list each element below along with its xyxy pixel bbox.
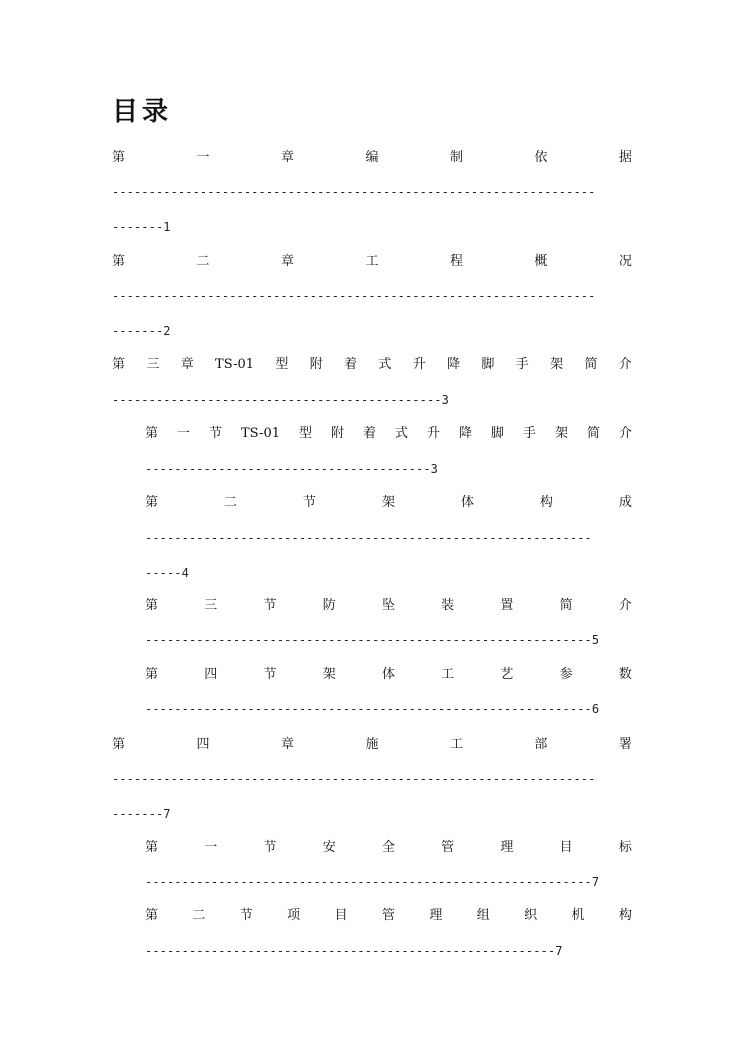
toc-word: 简 bbox=[584, 357, 598, 372]
toc-word: 据 bbox=[618, 150, 632, 165]
toc-word: 一 bbox=[196, 150, 210, 165]
toc-word: 二 bbox=[196, 254, 210, 269]
toc-word: 第 bbox=[112, 254, 126, 269]
toc-entry-section-3-1[interactable] bbox=[145, 424, 632, 444]
toc-word: 升 bbox=[426, 426, 440, 441]
toc-word: 一 bbox=[204, 840, 218, 855]
toc-word: 目 bbox=[559, 840, 573, 855]
toc-leader: ------------------------------------------------------------- bbox=[145, 875, 592, 889]
toc-word: 型 bbox=[275, 357, 289, 372]
toc-entry-section-4-2[interactable] bbox=[145, 906, 632, 926]
toc-word: 依 bbox=[534, 150, 548, 165]
toc-word: 织 bbox=[524, 908, 538, 923]
toc-leader: ------------------------------------------------------------------ bbox=[112, 289, 596, 303]
toc-leader-row bbox=[112, 390, 632, 410]
toc-word: 第 bbox=[145, 840, 159, 855]
toc-word: 项 bbox=[287, 908, 301, 923]
toc-word: 构 bbox=[539, 495, 553, 510]
toc-word: 型 bbox=[298, 426, 312, 441]
toc-word: 况 bbox=[618, 254, 632, 269]
toc-word: 节 bbox=[209, 426, 223, 441]
toc-word: 体 bbox=[460, 495, 474, 510]
toc-entry-chapter-3[interactable] bbox=[112, 355, 632, 375]
toc-entry-section-3-2[interactable] bbox=[145, 493, 632, 513]
toc-word: 章 bbox=[280, 254, 294, 269]
toc-word: 升 bbox=[412, 357, 426, 372]
toc-leader-row bbox=[145, 630, 632, 650]
toc-word: TS-01 bbox=[241, 426, 280, 441]
toc-word: 手 bbox=[522, 426, 536, 441]
toc-leader: ------------------------------------------------------------- bbox=[145, 633, 592, 647]
toc-word: 一 bbox=[177, 426, 191, 441]
toc-leader: ------------------------------------------------------------------ bbox=[112, 772, 596, 786]
toc-word: 全 bbox=[381, 840, 395, 855]
toc-page-number: 3 bbox=[441, 393, 449, 407]
toc-leader: ------------------------------------------------------------- bbox=[145, 702, 592, 716]
toc-word: 四 bbox=[196, 737, 210, 752]
toc-word: 署 bbox=[618, 737, 632, 752]
toc-leader: ------- bbox=[112, 220, 164, 234]
toc-entry-section-3-3[interactable] bbox=[145, 596, 632, 616]
toc-word: 第 bbox=[145, 426, 159, 441]
toc-word: 体 bbox=[381, 667, 395, 682]
toc-page-number: 7 bbox=[591, 875, 600, 889]
toc-word: 式 bbox=[378, 357, 392, 372]
toc-leader: ------------------------------------------------------------- bbox=[145, 531, 592, 545]
toc-page-number: 4 bbox=[181, 566, 189, 580]
toc-word: 架 bbox=[381, 495, 395, 510]
toc-word: 介 bbox=[618, 598, 632, 613]
toc-page-number: 5 bbox=[591, 633, 600, 647]
toc-entry-section-3-4[interactable] bbox=[145, 665, 632, 685]
toc-word: 第 bbox=[145, 495, 159, 510]
toc-word: 标 bbox=[618, 840, 632, 855]
toc-word: 节 bbox=[239, 908, 253, 923]
toc-word: 装 bbox=[441, 598, 455, 613]
toc-word: 三 bbox=[146, 357, 160, 372]
toc-word: 坠 bbox=[381, 598, 395, 613]
toc-leader: ------- bbox=[112, 324, 164, 338]
toc-word: 着 bbox=[344, 357, 358, 372]
toc-word: 数 bbox=[618, 667, 632, 682]
toc-word: 置 bbox=[500, 598, 514, 613]
toc-word: 架 bbox=[322, 667, 336, 682]
toc-word: 部 bbox=[534, 737, 548, 752]
toc-leader-row bbox=[112, 804, 632, 824]
toc-word: 工 bbox=[365, 254, 379, 269]
toc-word: 附 bbox=[330, 426, 344, 441]
toc-word: 架 bbox=[554, 426, 568, 441]
toc-word: 降 bbox=[458, 426, 472, 441]
toc-word: 构 bbox=[618, 908, 632, 923]
toc-word: TS-01 bbox=[215, 357, 255, 372]
toc-word: 工 bbox=[449, 737, 463, 752]
toc-leader-row bbox=[112, 321, 632, 341]
toc-word: 章 bbox=[180, 357, 194, 372]
toc-word: 管 bbox=[381, 908, 395, 923]
toc-leader-row bbox=[112, 217, 632, 237]
toc-word: 节 bbox=[263, 598, 277, 613]
toc-word: 成 bbox=[618, 495, 632, 510]
toc-word: 第 bbox=[145, 908, 159, 923]
toc-entry-chapter-4[interactable] bbox=[112, 735, 632, 755]
toc-word: 三 bbox=[204, 598, 218, 613]
toc-leader: ------------------------------------------------------------------ bbox=[112, 185, 596, 199]
toc-leader-row bbox=[145, 563, 632, 583]
toc-word: 艺 bbox=[500, 667, 514, 682]
toc-page-number: 7 bbox=[163, 807, 171, 821]
toc-word: 施 bbox=[365, 737, 379, 752]
toc-word: 手 bbox=[515, 357, 529, 372]
toc-word: 章 bbox=[280, 737, 294, 752]
toc-leader: -------------------------------------------------------- bbox=[145, 944, 556, 958]
toc-word: 管 bbox=[441, 840, 455, 855]
toc-leader: ----- bbox=[145, 566, 182, 580]
toc-leader: ------- bbox=[112, 807, 164, 821]
toc-word: 二 bbox=[223, 495, 237, 510]
toc-title: 目录 bbox=[112, 97, 173, 127]
toc-word: 参 bbox=[559, 667, 573, 682]
toc-word: 概 bbox=[534, 254, 548, 269]
toc-word: 附 bbox=[309, 357, 323, 372]
toc-word: 简 bbox=[586, 426, 600, 441]
toc-page-number: 2 bbox=[163, 324, 171, 338]
toc-word: 章 bbox=[280, 150, 294, 165]
toc-word: 防 bbox=[322, 598, 336, 613]
toc-word: 节 bbox=[302, 495, 316, 510]
toc-word: 程 bbox=[449, 254, 463, 269]
toc-word: 式 bbox=[394, 426, 408, 441]
toc-word: 编 bbox=[365, 150, 379, 165]
toc-word: 第 bbox=[112, 357, 126, 372]
toc-word: 着 bbox=[362, 426, 376, 441]
toc-word: 介 bbox=[618, 357, 632, 372]
toc-leader-row bbox=[145, 941, 632, 961]
toc-word: 简 bbox=[559, 598, 573, 613]
toc-word: 机 bbox=[571, 908, 585, 923]
toc-leader: --------------------------------------- bbox=[145, 462, 431, 476]
toc-word: 第 bbox=[145, 667, 159, 682]
toc-page-number: 3 bbox=[430, 462, 438, 476]
toc-page-number: 6 bbox=[591, 702, 600, 716]
toc-entry-chapter-1[interactable] bbox=[112, 148, 632, 168]
toc-word: 节 bbox=[263, 667, 277, 682]
toc-word: 脚 bbox=[490, 426, 504, 441]
toc-entry-section-4-1[interactable] bbox=[145, 838, 632, 858]
toc-word: 制 bbox=[449, 150, 463, 165]
toc-word: 安 bbox=[322, 840, 336, 855]
toc-word: 工 bbox=[441, 667, 455, 682]
toc-word: 降 bbox=[447, 357, 461, 372]
toc-word: 目 bbox=[334, 908, 348, 923]
toc-word: 二 bbox=[192, 908, 206, 923]
toc-word: 组 bbox=[476, 908, 490, 923]
toc-word: 介 bbox=[618, 426, 632, 441]
toc-page-number: 1 bbox=[163, 220, 171, 234]
toc-entry-chapter-2[interactable] bbox=[112, 252, 632, 272]
toc-leader: --------------------------------------------- bbox=[112, 393, 442, 407]
toc-leader-row bbox=[145, 459, 632, 479]
toc-word: 节 bbox=[263, 840, 277, 855]
toc-leader-row bbox=[145, 699, 632, 719]
toc-word: 理 bbox=[500, 840, 514, 855]
toc-word: 第 bbox=[112, 150, 126, 165]
toc-word: 理 bbox=[429, 908, 443, 923]
toc-word: 脚 bbox=[481, 357, 495, 372]
toc-word: 四 bbox=[204, 667, 218, 682]
toc-word: 第 bbox=[112, 737, 126, 752]
toc-word: 架 bbox=[550, 357, 564, 372]
toc-word: 第 bbox=[145, 598, 159, 613]
toc-page-number: 7 bbox=[555, 944, 563, 958]
toc-leader-row bbox=[145, 872, 632, 892]
